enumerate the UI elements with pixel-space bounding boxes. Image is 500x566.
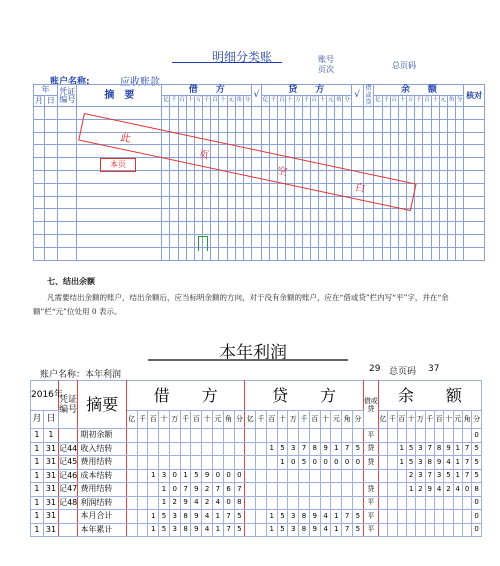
ledger1-account-name-value: 应收账款 <box>120 77 160 88</box>
l2-digit-header: 十 <box>202 411 213 429</box>
l1-digit-header: 分 <box>343 96 351 107</box>
l2-balance-digit: 9 <box>425 483 434 497</box>
l2-balance-digit: 5 <box>472 469 482 483</box>
l2-digit-header: 元 <box>453 411 462 429</box>
l2-balance-digit: 9 <box>444 442 453 456</box>
l1-empty-row <box>34 183 485 196</box>
l2-digit-header: 分 <box>352 411 363 429</box>
l2-balance-digit: 7 <box>425 469 434 483</box>
l2-balance-digit: 8 <box>425 456 434 470</box>
table-row <box>31 456 482 470</box>
l2-cell-summary: 本年累计 <box>78 523 126 537</box>
l2-cell-voucher: 记46 <box>59 469 78 483</box>
l1-digit-header: 万 <box>407 96 415 107</box>
section-paragraph-line2: 额”栏“元”位处用 0 表示。 <box>33 307 122 316</box>
l2-debit-digit: 5 <box>234 510 245 524</box>
l1-empty-row <box>34 209 485 222</box>
section-paragraph-line1: 凡需要结出余额的账户，结出余额后，应当标明余额的方向，对于没有余额的账户，应在“借或贷”栏内写“平”字，并在“余 <box>47 293 449 302</box>
l2-digit-header: 千 <box>180 411 191 429</box>
l2-balance-digit: 9 <box>434 456 443 470</box>
l2-digit-header: 十 <box>444 411 453 429</box>
l2-credit-digit: 0 <box>288 456 299 470</box>
l2-cell-month: 1 <box>31 456 44 470</box>
l2-digit-header: 十 <box>406 411 415 429</box>
l1-empty-row <box>34 222 485 235</box>
l2-credit-header: 贷 方 <box>245 381 363 411</box>
l2-debit-digit: 1 <box>212 510 223 524</box>
l2-credit-digit: 8 <box>299 523 310 537</box>
stamp-char-3: 空 <box>276 165 289 179</box>
table-row <box>31 523 482 537</box>
l2-digit-header: 万 <box>288 411 299 429</box>
ledger2-title: 本年利润 <box>219 343 287 363</box>
l2-credit-digit: 8 <box>309 442 320 456</box>
l2-digit-header: 角 <box>342 411 353 429</box>
l2-digit-header: 十 <box>159 411 170 429</box>
l2-debit-digit: 1 <box>159 483 170 497</box>
l1-dc-header: 借或贷 <box>363 85 374 107</box>
l2-balance-digit: 4 <box>444 456 453 470</box>
l2-digit-header: 千 <box>256 411 267 429</box>
l2-cell-summary: 费用结转 <box>78 456 126 470</box>
l1-digit-header: 百 <box>278 96 286 107</box>
l2-credit-digit: 5 <box>352 442 363 456</box>
l1-voucher-header: 凭证编号 <box>57 85 77 107</box>
l1-digit-header: 千 <box>302 96 310 107</box>
l2-credit-digit: 0 <box>309 456 320 470</box>
l1-digit-header: 角 <box>235 96 243 107</box>
l2-cell-dc <box>363 469 378 483</box>
l2-digit-header: 百 <box>148 411 159 429</box>
l2-cell-dc: 平 <box>363 523 378 537</box>
l2-debit-digit: 5 <box>234 523 245 537</box>
l2-balance-digit: 7 <box>462 469 471 483</box>
l2-balance-digit: 3 <box>434 469 443 483</box>
l2-balance-digit: 0 <box>472 523 482 537</box>
l2-debit-digit: 5 <box>159 523 170 537</box>
l2-debit-digit: 2 <box>202 483 213 497</box>
l2-debit-digit: 7 <box>234 483 245 497</box>
l1-digit-header: 千 <box>170 96 178 107</box>
l2-debit-digit: 4 <box>212 496 223 510</box>
l2-balance-digit: 7 <box>462 456 471 470</box>
l1-digit-header: 十 <box>431 96 439 107</box>
l2-credit-digit: 4 <box>320 523 331 537</box>
l2-cell-summary: 期初余额 <box>78 429 126 443</box>
l2-digit-header: 亿 <box>378 411 387 429</box>
l1-day-header: 日 <box>44 96 57 107</box>
l2-credit-digit: 3 <box>288 510 299 524</box>
l2-debit-digit: 0 <box>223 496 234 510</box>
l2-debit-digit: 5 <box>191 469 202 483</box>
ledger2-total-page-label: 总页码 <box>389 367 417 377</box>
l1-empty-row <box>34 234 485 247</box>
l2-cell-dc: 平 <box>363 429 378 443</box>
l1-digit-header: 亿 <box>374 96 382 107</box>
l2-cell-day: 31 <box>43 442 58 456</box>
l2-digit-header: 万 <box>169 411 180 429</box>
l1-month-header: 月 <box>34 96 43 105</box>
l1-digit-header: 十 <box>318 96 326 107</box>
l1-digit-header: 百 <box>310 96 318 107</box>
l2-cell-summary: 费用结转 <box>78 483 126 497</box>
l1-digit-header: 百 <box>211 96 219 107</box>
l1-debit-header: 借 方 <box>162 85 252 96</box>
l2-digit-header: 百 <box>191 411 202 429</box>
l2-debit-digit: 0 <box>212 469 223 483</box>
l2-credit-digit: 1 <box>266 523 277 537</box>
l2-credit-digit: 1 <box>266 442 277 456</box>
l2-cell-month: 1 <box>31 442 44 456</box>
l2-credit-digit: 1 <box>266 510 277 524</box>
l2-debit-digit: 2 <box>202 496 213 510</box>
l1-digit-header: 百 <box>423 96 431 107</box>
l2-balance-digit: 7 <box>462 442 471 456</box>
l1-digit-header: 万 <box>294 96 302 107</box>
l1-check-header: 核对 <box>464 85 485 107</box>
l2-cell-voucher: 记44 <box>59 442 78 456</box>
l1-digit-header: 十 <box>398 96 406 107</box>
l2-debit-digit: 4 <box>202 523 213 537</box>
l1-digit-header: 元 <box>327 96 335 107</box>
l2-balance-digit: 0 <box>462 483 471 497</box>
table-row <box>31 510 482 524</box>
l2-credit-digit: 5 <box>277 523 288 537</box>
l2-debit-digit: 5 <box>159 510 170 524</box>
l2-digit-header: 万 <box>416 411 425 429</box>
l1-digit-header: 亿 <box>261 96 269 107</box>
l1-digit-header: 千 <box>382 96 390 107</box>
l2-cell-month: 1 <box>31 496 44 510</box>
l2-credit-digit: 7 <box>342 442 353 456</box>
l2-debit-digit: 0 <box>234 469 245 483</box>
ledger1-page-label: 页次 <box>318 65 334 74</box>
l2-credit-digit: 0 <box>331 456 342 470</box>
l2-credit-digit: 9 <box>320 442 331 456</box>
l1-check-mark-2: √ <box>351 85 363 107</box>
l1-digit-header: 十 <box>186 96 194 107</box>
l2-balance-digit: 1 <box>453 456 462 470</box>
l2-cell-month: 1 <box>31 429 44 443</box>
l2-debit-digit: 0 <box>223 469 234 483</box>
l1-digit-header: 分 <box>456 96 464 107</box>
l2-digit-header: 角 <box>462 411 471 429</box>
table-row <box>31 496 482 510</box>
table-row <box>31 429 482 443</box>
l2-cell-day: 31 <box>43 496 58 510</box>
l2-cell-dc: 平 <box>363 510 378 524</box>
l1-digit-header: 十 <box>286 96 294 107</box>
l1-digit-header: 元 <box>227 96 235 107</box>
ledger2-total-page-no: 37 <box>428 364 440 374</box>
l2-digit-header: 元 <box>212 411 223 429</box>
l2-balance-digit: 4 <box>434 483 443 497</box>
l2-balance-digit: 2 <box>406 469 415 483</box>
l2-digit-header: 分 <box>234 411 245 429</box>
l2-debit-digit: 9 <box>191 483 202 497</box>
l2-cell-day: 31 <box>43 510 58 524</box>
l2-debit-digit: 9 <box>180 496 191 510</box>
l2-digit-header: 百 <box>266 411 277 429</box>
l2-dc-header: 借或贷 <box>363 381 378 429</box>
ledger1-title: 明细分类账 <box>212 50 273 64</box>
l2-credit-digit: 1 <box>331 510 342 524</box>
l1-check-mark-1: √ <box>252 85 262 107</box>
l2-credit-digit: 7 <box>342 510 353 524</box>
l2-debit-digit: 3 <box>169 523 180 537</box>
section-heading: 七、结出余额 <box>47 277 95 286</box>
l1-balance-header: 余 额 <box>374 85 464 96</box>
stamp-note-box: 本页 <box>100 158 136 172</box>
l2-cell-dc: 平 <box>363 496 378 510</box>
l2-balance-digit: 1 <box>397 442 406 456</box>
l2-cell-day: 31 <box>43 469 58 483</box>
l2-digit-header: 百 <box>309 411 320 429</box>
l2-digit-header: 亿 <box>245 411 256 429</box>
l2-debit-digit: 9 <box>191 510 202 524</box>
l1-digit-header: 亿 <box>162 96 170 107</box>
l2-digit-header: 十 <box>320 411 331 429</box>
l2-balance-digit: 7 <box>425 442 434 456</box>
l2-credit-digit: 9 <box>309 510 320 524</box>
l2-debit-digit: 8 <box>180 523 191 537</box>
l2-digit-header: 十 <box>277 411 288 429</box>
l2-balance-digit: 8 <box>434 442 443 456</box>
l2-debit-digit: 4 <box>191 496 202 510</box>
l2-debit-digit: 1 <box>148 510 159 524</box>
l2-debit-digit: 2 <box>169 496 180 510</box>
l1-digit-header: 分 <box>243 96 251 107</box>
l2-cell-voucher: 记48 <box>59 496 78 510</box>
l2-cell-voucher: 记47 <box>59 483 78 497</box>
stamp-char-2: 页 <box>197 148 210 162</box>
table-row <box>31 483 482 497</box>
l2-cell-month: 1 <box>31 510 44 524</box>
l2-cell-voucher: 记45 <box>59 456 78 470</box>
l2-debit-digit: 0 <box>169 469 180 483</box>
l2-cell-day: 1 <box>43 429 58 443</box>
l2-debit-digit: 1 <box>148 469 159 483</box>
l2-digit-header: 千 <box>299 411 310 429</box>
l2-balance-digit: 8 <box>472 483 482 497</box>
l2-balance-digit: 0 <box>472 429 482 443</box>
l2-credit-digit: 0 <box>352 456 363 470</box>
l2-balance-header: 余 额 <box>378 381 481 411</box>
l2-balance-digit: 3 <box>416 456 425 470</box>
l2-cell-month: 1 <box>31 483 44 497</box>
l2-debit-digit: 0 <box>169 483 180 497</box>
l2-debit-digit: 8 <box>234 496 245 510</box>
ledger2-page-no: 29 <box>369 364 381 374</box>
l2-cell-summary: 成本结转 <box>78 469 126 483</box>
l2-credit-digit: 7 <box>342 523 353 537</box>
l2-credit-digit: 8 <box>299 510 310 524</box>
ledger2-title-underline <box>148 359 348 361</box>
l2-cell-voucher <box>59 510 78 524</box>
l1-digit-header: 千 <box>203 96 211 107</box>
l2-digit-header: 元 <box>331 411 342 429</box>
l2-digit-header: 角 <box>223 411 234 429</box>
l2-debit-digit: 8 <box>180 510 191 524</box>
l2-credit-digit: 5 <box>299 456 310 470</box>
ledger2-table <box>30 380 482 537</box>
stamp-char-4: 白 <box>354 182 367 196</box>
l2-day-header: 日 <box>43 411 58 429</box>
l2-credit-digit: 1 <box>331 442 342 456</box>
l1-digit-header: 千 <box>415 96 423 107</box>
l1-empty-row <box>34 196 485 209</box>
l2-balance-digit: 3 <box>416 442 425 456</box>
l2-debit-digit: 3 <box>159 469 170 483</box>
l2-debit-digit: 4 <box>202 510 213 524</box>
l2-cell-summary: 收入结转 <box>78 442 126 456</box>
l2-balance-digit: 2 <box>416 483 425 497</box>
l2-cell-month: 1 <box>31 523 44 537</box>
l2-debit-digit: 7 <box>223 523 234 537</box>
l1-digit-header: 十 <box>219 96 227 107</box>
l1-year-header: 年 <box>34 85 58 96</box>
l2-credit-digit: 0 <box>320 456 331 470</box>
l2-cell-day: 31 <box>43 483 58 497</box>
l2-cell-summary: 本月合计 <box>78 510 126 524</box>
l1-credit-header: 贷 方 <box>261 85 351 96</box>
l2-balance-digit: 0 <box>472 510 482 524</box>
l2-cell-voucher <box>59 523 78 537</box>
l2-debit-digit: 9 <box>191 523 202 537</box>
l2-balance-digit: 1 <box>453 469 462 483</box>
l2-voucher-header: 凭证编号 <box>59 381 78 429</box>
l2-balance-digit: 1 <box>406 483 415 497</box>
green-marker <box>198 236 208 251</box>
table-row <box>31 469 482 483</box>
l1-digit-header: 千 <box>270 96 278 107</box>
l2-balance-digit: 5 <box>472 442 482 456</box>
l2-digit-header: 百 <box>434 411 443 429</box>
l2-balance-digit: 0 <box>472 496 482 510</box>
l2-cell-voucher <box>59 429 78 443</box>
l2-balance-digit: 5 <box>472 456 482 470</box>
l2-debit-digit: 3 <box>169 510 180 524</box>
l2-balance-digit: 2 <box>444 483 453 497</box>
l2-debit-digit: 1 <box>212 523 223 537</box>
l2-balance-digit: 3 <box>416 469 425 483</box>
ledger1-account-name-label: 账户名称: <box>50 77 90 87</box>
l1-digit-header: 百 <box>178 96 186 107</box>
l2-cell-summary: 利润结转 <box>78 496 126 510</box>
l1-empty-row <box>34 247 485 260</box>
l1-digit-header: 角 <box>447 96 455 107</box>
l2-balance-digit: 1 <box>397 456 406 470</box>
l2-cell-dc: 贷 <box>363 456 378 470</box>
l1-digit-header: 元 <box>439 96 447 107</box>
l2-debit-digit: 9 <box>202 469 213 483</box>
l2-digit-header: 亿 <box>126 411 137 429</box>
l2-month-header: 月 <box>31 411 44 429</box>
l2-cell-day: 31 <box>43 456 58 470</box>
l2-cell-dc: 贷 <box>363 483 378 497</box>
l2-credit-digit: 1 <box>331 523 342 537</box>
l2-debit-header: 借 方 <box>126 381 244 411</box>
l2-credit-digit: 5 <box>352 510 363 524</box>
l1-digit-header: 角 <box>335 96 343 107</box>
l2-digit-header: 分 <box>472 411 482 429</box>
l2-year-header: 2016年 <box>31 381 59 411</box>
l2-debit-digit: 7 <box>180 483 191 497</box>
l2-cell-month: 1 <box>31 469 44 483</box>
l2-debit-digit: 1 <box>159 496 170 510</box>
l2-credit-digit: 5 <box>277 442 288 456</box>
l2-debit-digit: 1 <box>180 469 191 483</box>
l2-debit-digit: 7 <box>223 510 234 524</box>
l2-balance-digit: 5 <box>406 456 415 470</box>
l2-credit-digit: 0 <box>342 456 353 470</box>
l2-digit-header: 千 <box>137 411 148 429</box>
l2-cell-dc: 贷 <box>363 442 378 456</box>
l2-credit-digit: 7 <box>299 442 310 456</box>
l2-credit-digit: 3 <box>288 442 299 456</box>
table-row <box>31 442 482 456</box>
ledger1-account-no-label: 账号 <box>318 55 334 64</box>
l2-summary-header: 摘要 <box>78 381 126 429</box>
l2-credit-digit: 1 <box>277 456 288 470</box>
ledger1-title-underline <box>172 62 282 63</box>
l2-balance-digit: 4 <box>453 483 462 497</box>
l2-digit-header: 千 <box>388 411 397 429</box>
l2-digit-header: 千 <box>425 411 434 429</box>
l2-credit-digit: 9 <box>309 523 320 537</box>
l1-digit-header: 万 <box>194 96 202 107</box>
l2-credit-digit: 5 <box>277 510 288 524</box>
l2-debit-digit: 1 <box>148 523 159 537</box>
l2-digit-header: 百 <box>397 411 406 429</box>
l1-summary-header: 摘 要 <box>77 85 162 107</box>
l2-balance-digit: 5 <box>444 469 453 483</box>
l2-cell-day: 31 <box>43 523 58 537</box>
l2-balance-digit: 1 <box>453 442 462 456</box>
l2-credit-digit: 3 <box>288 523 299 537</box>
ledger1-total-page-label: 总页码 <box>392 61 416 70</box>
l2-balance-digit: 5 <box>406 442 415 456</box>
l2-debit-digit: 6 <box>223 483 234 497</box>
l2-credit-digit: 4 <box>320 510 331 524</box>
l2-credit-digit: 5 <box>352 523 363 537</box>
stamp-char-1: 此 <box>119 132 132 146</box>
l1-digit-header: 百 <box>390 96 398 107</box>
ledger2-account-name: 账户名称：本年利润 <box>40 370 122 380</box>
l2-debit-digit: 7 <box>212 483 223 497</box>
